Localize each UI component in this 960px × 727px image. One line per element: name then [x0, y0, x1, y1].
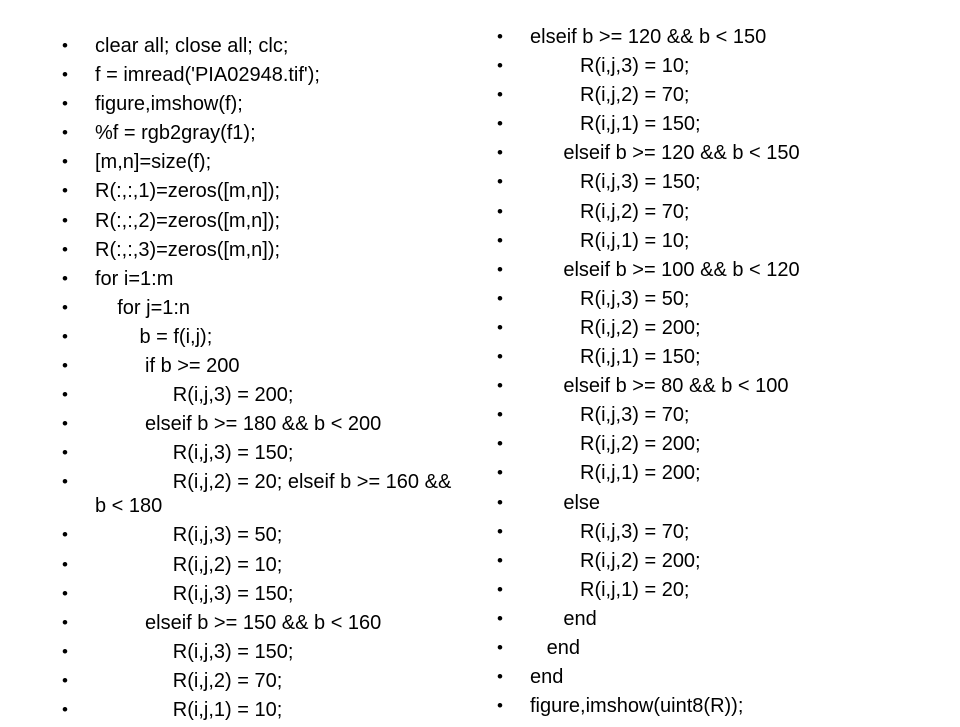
- code-line: [497, 287, 927, 316]
- code-line: [497, 54, 927, 83]
- bullet-icon: •: [497, 579, 503, 599]
- bullet-icon: •: [62, 385, 68, 405]
- code-line: [497, 345, 927, 374]
- code-text: R(i,j,3) = 200;: [95, 384, 294, 407]
- code-line: [62, 92, 457, 121]
- code-line: [497, 112, 927, 141]
- code-text: R(i,j,1) = 150;: [530, 346, 701, 369]
- bullet-icon: •: [497, 56, 503, 76]
- code-line: [62, 412, 457, 441]
- code-line: [497, 665, 927, 694]
- bullet-icon: •: [62, 94, 68, 114]
- code-text: R(i,j,3) = 70;: [530, 520, 690, 543]
- bullet-icon: •: [62, 356, 68, 376]
- code-line: [497, 229, 927, 258]
- bullet-icon: •: [497, 143, 503, 163]
- bullet-icon: •: [62, 65, 68, 85]
- bullet-icon: •: [62, 525, 68, 545]
- bullet-icon: •: [497, 667, 503, 687]
- code-text: elseif b >= 120 && b < 150: [530, 26, 767, 48]
- code-line: [62, 441, 457, 470]
- code-line: [497, 461, 927, 490]
- code-line: [497, 432, 927, 461]
- code-text: R(i,j,2) = 70;: [530, 200, 690, 223]
- code-text: f = imread('PIA02948.tif');: [95, 64, 320, 87]
- bullet-icon: •: [497, 521, 503, 541]
- code-line: [497, 258, 927, 287]
- code-text: end: [530, 636, 581, 659]
- bullet-icon: •: [497, 172, 503, 192]
- code-line: [62, 209, 457, 238]
- code-text: [m,n]=size(f);: [95, 151, 212, 174]
- code-text: R(i,j,1) = 10;: [530, 229, 690, 252]
- code-text: R(i,j,3) = 150;: [95, 582, 294, 605]
- bullet-icon: •: [497, 550, 503, 570]
- code-text: R(i,j,2) = 200;: [530, 433, 701, 456]
- bullet-icon: •: [62, 583, 68, 603]
- code-text: R(i,j,3) = 50;: [530, 287, 690, 310]
- code-text: R(i,j,2) = 200;: [530, 316, 701, 339]
- code-line: [497, 374, 927, 403]
- code-text: if b >= 200: [95, 355, 240, 378]
- code-line: [62, 669, 457, 698]
- code-text: R(:,:,2)=zeros([m,n]);: [95, 209, 281, 232]
- bullet-icon: •: [62, 612, 68, 632]
- code-text: %f = rgb2gray(f1);: [95, 122, 256, 145]
- code-text: R(i,j,3) = 50;: [95, 524, 283, 547]
- bullet-icon: •: [62, 554, 68, 574]
- code-text: R(i,j,3) = 70;: [530, 404, 690, 427]
- code-line: [497, 549, 927, 578]
- bullet-icon: •: [62, 443, 68, 463]
- code-line: [62, 383, 457, 412]
- bullet-icon: •: [497, 288, 503, 308]
- code-text: R(:,:,1)=zeros([m,n]);: [95, 180, 281, 203]
- bullet-icon: •: [497, 230, 503, 250]
- bullet-icon: •: [497, 608, 503, 628]
- bullet-icon: •: [497, 463, 503, 483]
- code-text: R(i,j,2) = 200;: [530, 549, 701, 572]
- code-line: [62, 470, 457, 523]
- bullet-icon: •: [62, 210, 68, 230]
- code-line: [497, 83, 927, 112]
- bullet-icon: •: [497, 85, 503, 105]
- code-line: [62, 698, 457, 727]
- bullet-icon: •: [497, 347, 503, 367]
- code-line: [62, 523, 457, 552]
- bullet-icon: •: [497, 637, 503, 657]
- code-line: [62, 325, 457, 354]
- code-text: R(i,j,1) = 10;: [95, 698, 283, 721]
- code-text: clear all; close all; clc;: [95, 35, 289, 57]
- code-line: [62, 63, 457, 92]
- code-text: R(i,j,1) = 20;: [530, 578, 690, 601]
- code-text: R(i,j,3) = 150;: [95, 442, 294, 465]
- code-line: [497, 607, 927, 636]
- bullet-icon: •: [62, 239, 68, 259]
- code-line: [62, 354, 457, 383]
- bullet-icon: •: [497, 492, 503, 512]
- code-text: R(i,j,3) = 10;: [530, 55, 690, 78]
- bullet-icon: •: [62, 268, 68, 288]
- code-text: R(i,j,1) = 150;: [530, 113, 701, 136]
- code-line: [497, 316, 927, 345]
- bullet-icon: •: [497, 114, 503, 134]
- bullet-icon: •: [497, 376, 503, 396]
- code-text: R(i,j,1) = 200;: [530, 462, 701, 485]
- code-line: [62, 611, 457, 640]
- code-line: [62, 34, 457, 63]
- code-text: R(i,j,2) = 70;: [95, 669, 283, 692]
- code-line: [62, 553, 457, 582]
- bullet-icon: •: [62, 326, 68, 346]
- code-text: R(i,j,3) = 150;: [95, 640, 294, 663]
- code-line: [497, 403, 927, 432]
- code-line: [497, 200, 927, 229]
- code-text: figure,imshow(uint8(R));: [530, 695, 744, 718]
- bullet-icon: •: [62, 181, 68, 201]
- code-line: [62, 238, 457, 267]
- code-line: [497, 520, 927, 549]
- code-line: [62, 296, 457, 325]
- code-text: for j=1:n: [95, 296, 191, 319]
- bullet-icon: •: [497, 201, 503, 221]
- bullet-icon: •: [62, 36, 68, 55]
- left-code-column: [62, 34, 457, 727]
- code-text: R(i,j,2) = 20; elseif b >= 160 && b < 180: [95, 471, 457, 518]
- bullet-icon: •: [62, 670, 68, 690]
- code-line: [62, 150, 457, 179]
- bullet-icon: •: [62, 414, 68, 434]
- bullet-icon: •: [497, 405, 503, 425]
- code-line: [62, 640, 457, 669]
- code-text: b = f(i,j);: [95, 325, 213, 348]
- bullet-icon: •: [62, 297, 68, 317]
- bullet-icon: •: [497, 317, 503, 337]
- code-text: for i=1:m: [95, 267, 174, 290]
- code-text: end: [530, 666, 564, 689]
- code-text: R(i,j,2) = 70;: [530, 84, 690, 107]
- code-line: [62, 582, 457, 611]
- bullet-icon: •: [62, 472, 68, 492]
- bullet-icon: •: [62, 641, 68, 661]
- bullet-icon: •: [62, 152, 68, 172]
- code-text: elseif b >= 80 && b < 100: [530, 375, 789, 398]
- code-line: [497, 694, 927, 723]
- code-line: [497, 636, 927, 665]
- code-text: elseif b >= 120 && b < 150: [530, 142, 800, 165]
- code-text: end: [530, 607, 597, 630]
- code-text: R(i,j,2) = 10;: [95, 553, 283, 576]
- code-text: else: [530, 491, 601, 514]
- code-line: [62, 121, 457, 150]
- code-text: figure,imshow(f);: [95, 93, 243, 116]
- code-line: [497, 491, 927, 520]
- code-text: R(:,:,3)=zeros([m,n]);: [95, 238, 281, 261]
- code-line: [497, 170, 927, 199]
- code-line: [62, 179, 457, 208]
- code-text: R(i,j,3) = 150;: [530, 171, 701, 194]
- code-line: [62, 267, 457, 296]
- code-text: elseif b >= 150 && b < 160: [95, 611, 382, 634]
- code-line: [497, 141, 927, 170]
- bullet-icon: •: [62, 699, 68, 719]
- bullet-icon: •: [497, 434, 503, 454]
- bullet-icon: •: [497, 259, 503, 279]
- bullet-icon: •: [497, 696, 503, 716]
- bullet-icon: •: [497, 27, 503, 46]
- code-line: [497, 578, 927, 607]
- right-code-column: [497, 25, 927, 723]
- code-line: [497, 25, 927, 54]
- code-text: elseif b >= 180 && b < 200: [95, 413, 382, 436]
- bullet-icon: •: [62, 123, 68, 143]
- code-text: elseif b >= 100 && b < 120: [530, 258, 800, 281]
